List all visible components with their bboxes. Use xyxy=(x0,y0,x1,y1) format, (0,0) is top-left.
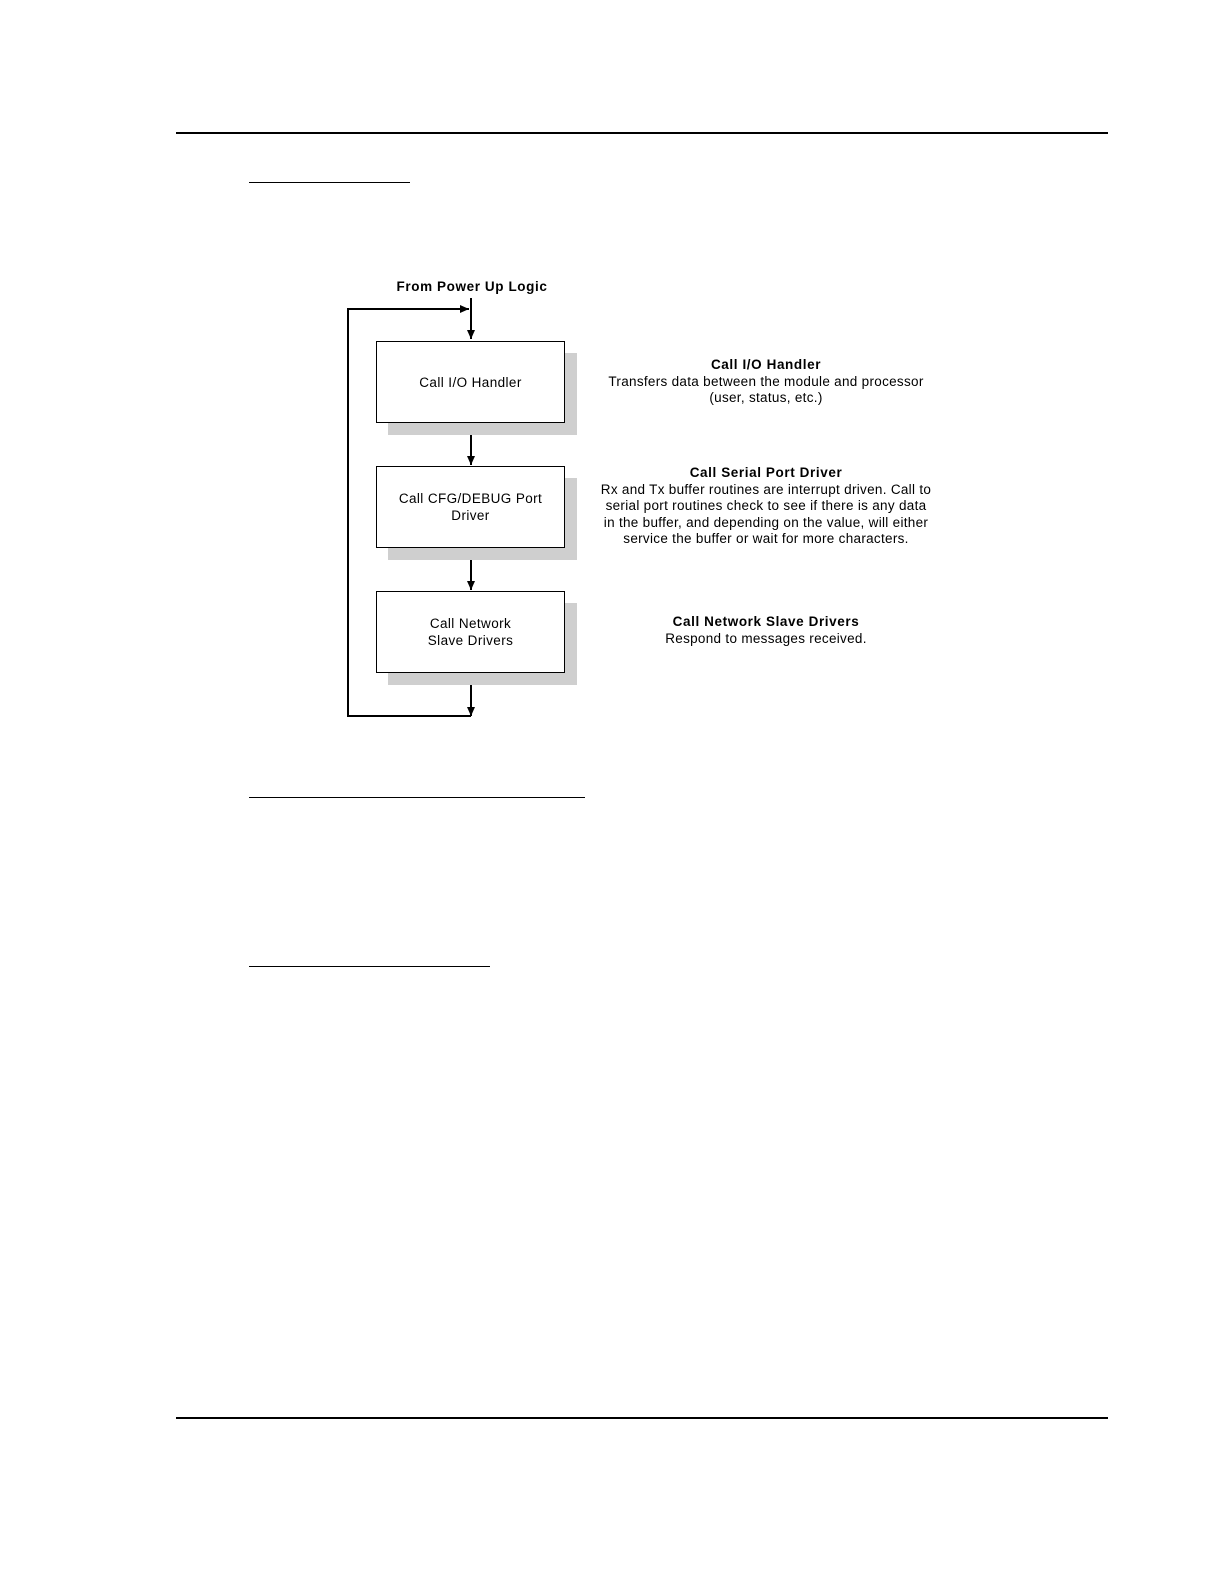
step-description-io-handler xyxy=(586,357,946,407)
step-text-network-slave: Respond to messages received. xyxy=(665,630,867,646)
process-box-io-handler: Call I/O Handler xyxy=(376,341,565,423)
process-box-network-slave-drivers: Call Network Slave Drivers xyxy=(376,591,565,673)
process-box-cfg-debug-driver: Call CFG/DEBUG Port Driver xyxy=(376,466,565,548)
step-description-serial-port xyxy=(586,465,946,548)
step-title-io-handler: Call I/O Handler xyxy=(710,357,822,372)
step-text-io-handler: Transfers data between the module and processor (user, status, etc.) xyxy=(608,373,924,405)
step-description-network-slave xyxy=(586,614,946,647)
step-title-network-slave: Call Network Slave Drivers xyxy=(672,614,860,629)
step-title-serial-port: Call Serial Port Driver xyxy=(689,465,843,480)
start-label: From Power Up Logic xyxy=(396,279,548,294)
step-text-serial-port: Rx and Tx buffer routines are interrupt driven. Call to serial port routines check to see if there is any data in the buffer, and depending on the value, will either service the buffer or wait for more characters. xyxy=(600,481,932,546)
